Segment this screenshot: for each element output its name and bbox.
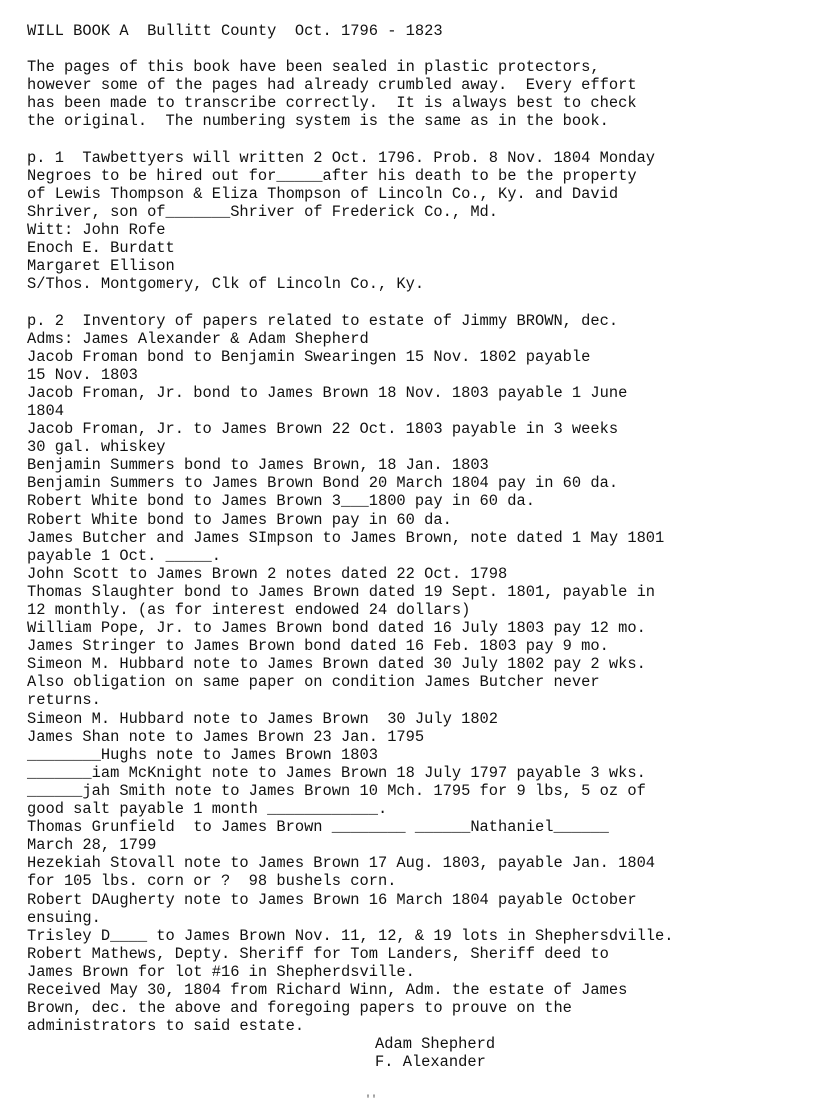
entry-line: 30 gal. whiskey bbox=[27, 438, 166, 457]
entry-line: Simeon M. Hubbard note to James Brown 30 July 1802 bbox=[27, 709, 499, 728]
entry-line: Benjamin Summers bond to James Brown, 18 Jan. 1803 bbox=[27, 456, 489, 475]
entry-line: Robert White bond to James Brown pay in 60 da. bbox=[27, 510, 452, 529]
entry-line: of Lewis Thompson & Eliza Thompson of Lincoln Co., Ky. and David bbox=[27, 184, 619, 203]
entry-line: ______jah Smith note to James Brown 10 Mch. 1795 for 9 lbs, 5 oz of bbox=[27, 781, 646, 800]
entry-line: ensuing. bbox=[27, 908, 101, 927]
spacer bbox=[27, 131, 807, 149]
entry-line: ________Hughs note to James Brown 1803 bbox=[27, 745, 378, 764]
entry-line: Also obligation on same paper on condition James Butcher never bbox=[27, 673, 600, 692]
spacer bbox=[27, 293, 807, 311]
entry-line: Hezekiah Stovall note to James Brown 17 Aug. 1803, payable Jan. 1804 bbox=[27, 854, 656, 873]
entry-line: Simeon M. Hubbard note to James Brown dated 30 July 1802 pay 2 wks. bbox=[27, 655, 646, 674]
entry-line: James Brown for lot #16 in Shepherdsville. bbox=[27, 962, 415, 981]
will-book-transcription-page bbox=[27, 22, 807, 1071]
entry-line: 12 monthly. (as for interest endowed 24 dollars) bbox=[27, 601, 471, 619]
entry-line: _______iam McKnight note to James Brown 18 July 1797 payable 3 wks. bbox=[27, 763, 646, 782]
entry-line: Robert DAugherty note to James Brown 16 March 1804 payable October bbox=[27, 890, 637, 909]
entry-line: S/Thos. Montgomery, Clk of Lincoln Co., Ky. bbox=[27, 275, 425, 294]
entry-line: 1804 bbox=[27, 401, 64, 420]
intro-line: the original. The numbering system is the same as in the book. bbox=[27, 112, 609, 131]
page-2-entry bbox=[27, 312, 807, 1036]
entry-line: payable 1 Oct. _____. bbox=[27, 546, 221, 565]
intro-line: has been made to transcribe correctly. It is always best to check bbox=[27, 94, 637, 113]
entry-line: good salt payable 1 month ____________. bbox=[27, 800, 388, 819]
intro-line: The pages of this book have been sealed in plastic protectors, bbox=[27, 58, 600, 77]
signature-block bbox=[27, 1035, 807, 1071]
entry-line: 15 Nov. 1803 bbox=[27, 365, 138, 384]
signature-adam-shepherd: Adam Shepherd bbox=[375, 1035, 496, 1054]
entry-line: returns. bbox=[27, 691, 101, 710]
entry-line: Jacob Froman, Jr. bond to James Brown 18 Nov. 1803 payable 1 June bbox=[27, 383, 628, 402]
entry-line: Jacob Froman, Jr. to James Brown 22 Oct. 1803 payable in 3 weeks bbox=[27, 420, 619, 439]
page-1-entry bbox=[27, 149, 807, 294]
entry-line: Thomas Grunfield to James Brown ________ ______Nathaniel______ bbox=[27, 818, 609, 837]
entry-line: Robert White bond to James Brown 3___1800 pay in 60 da. bbox=[27, 492, 535, 511]
entry-line: administrators to said estate. bbox=[27, 1017, 305, 1036]
entry-line: Adms: James Alexander & Adam Shepherd bbox=[27, 329, 369, 348]
entry-line: Margaret Ellison bbox=[27, 257, 175, 276]
entry-line: Enoch E. Burdatt bbox=[27, 239, 175, 258]
entry-line: Jacob Froman bond to Benjamin Swearingen 15 Nov. 1802 payable bbox=[27, 347, 591, 366]
entry-line: March 28, 1799 bbox=[27, 836, 157, 855]
entry-line: for 105 lbs. corn or ? 98 bushels corn. bbox=[27, 872, 397, 891]
document-header: WILL BOOK A Bullitt County Oct. 1796 - 1823 bbox=[27, 22, 443, 40]
footer-mark: '' bbox=[365, 1095, 378, 1106]
intro-line: however some of the pages had already crumbled away. Every effort bbox=[27, 76, 637, 95]
intro-paragraph bbox=[27, 58, 807, 130]
entry-line: Robert Mathews, Depty. Sheriff for Tom Landers, Sheriff deed to bbox=[27, 944, 609, 963]
spacer bbox=[27, 40, 807, 58]
entry-line: Trisley D____ to James Brown Nov. 11, 12, & 19 lots in Shephersdville. bbox=[27, 926, 674, 945]
entry-line: Witt: John Rofe bbox=[27, 221, 166, 240]
entry-line: Thomas Slaughter bond to James Brown dated 19 Sept. 1801, payable in bbox=[27, 582, 656, 601]
entry-line: James Shan note to James Brown 23 Jan. 1795 bbox=[27, 727, 425, 746]
entry-line: Benjamin Summers to James Brown Bond 20 March 1804 pay in 60 da. bbox=[27, 474, 619, 493]
entry-line: James Stringer to James Brown bond dated 16 Feb. 1803 pay 9 mo. bbox=[27, 637, 609, 656]
entry-line: John Scott to James Brown 2 notes dated 22 Oct. 1798 bbox=[27, 564, 508, 583]
entry-line: Received May 30, 1804 from Richard Winn, Adm. the estate of James bbox=[27, 980, 628, 999]
entry-line: Negroes to be hired out for_____after his death to be the property bbox=[27, 166, 637, 185]
entry-line: Brown, dec. the above and foregoing papers to prouve on the bbox=[27, 999, 572, 1018]
entry-line: Shriver, son of_______Shriver of Frederick Co., Md. bbox=[27, 202, 499, 221]
signature-f-alexander: F. Alexander bbox=[375, 1053, 486, 1072]
entry-line: William Pope, Jr. to James Brown bond dated 16 July 1803 pay 12 mo. bbox=[27, 619, 646, 638]
entry-line: James Butcher and James SImpson to James Brown, note dated 1 May 1801 bbox=[27, 528, 665, 547]
entry-line: p. 2 Inventory of papers related to estate of Jimmy BROWN, dec. bbox=[27, 311, 619, 330]
entry-line: p. 1 Tawbettyers will written 2 Oct. 1796. Prob. 8 Nov. 1804 Monday bbox=[27, 148, 656, 167]
